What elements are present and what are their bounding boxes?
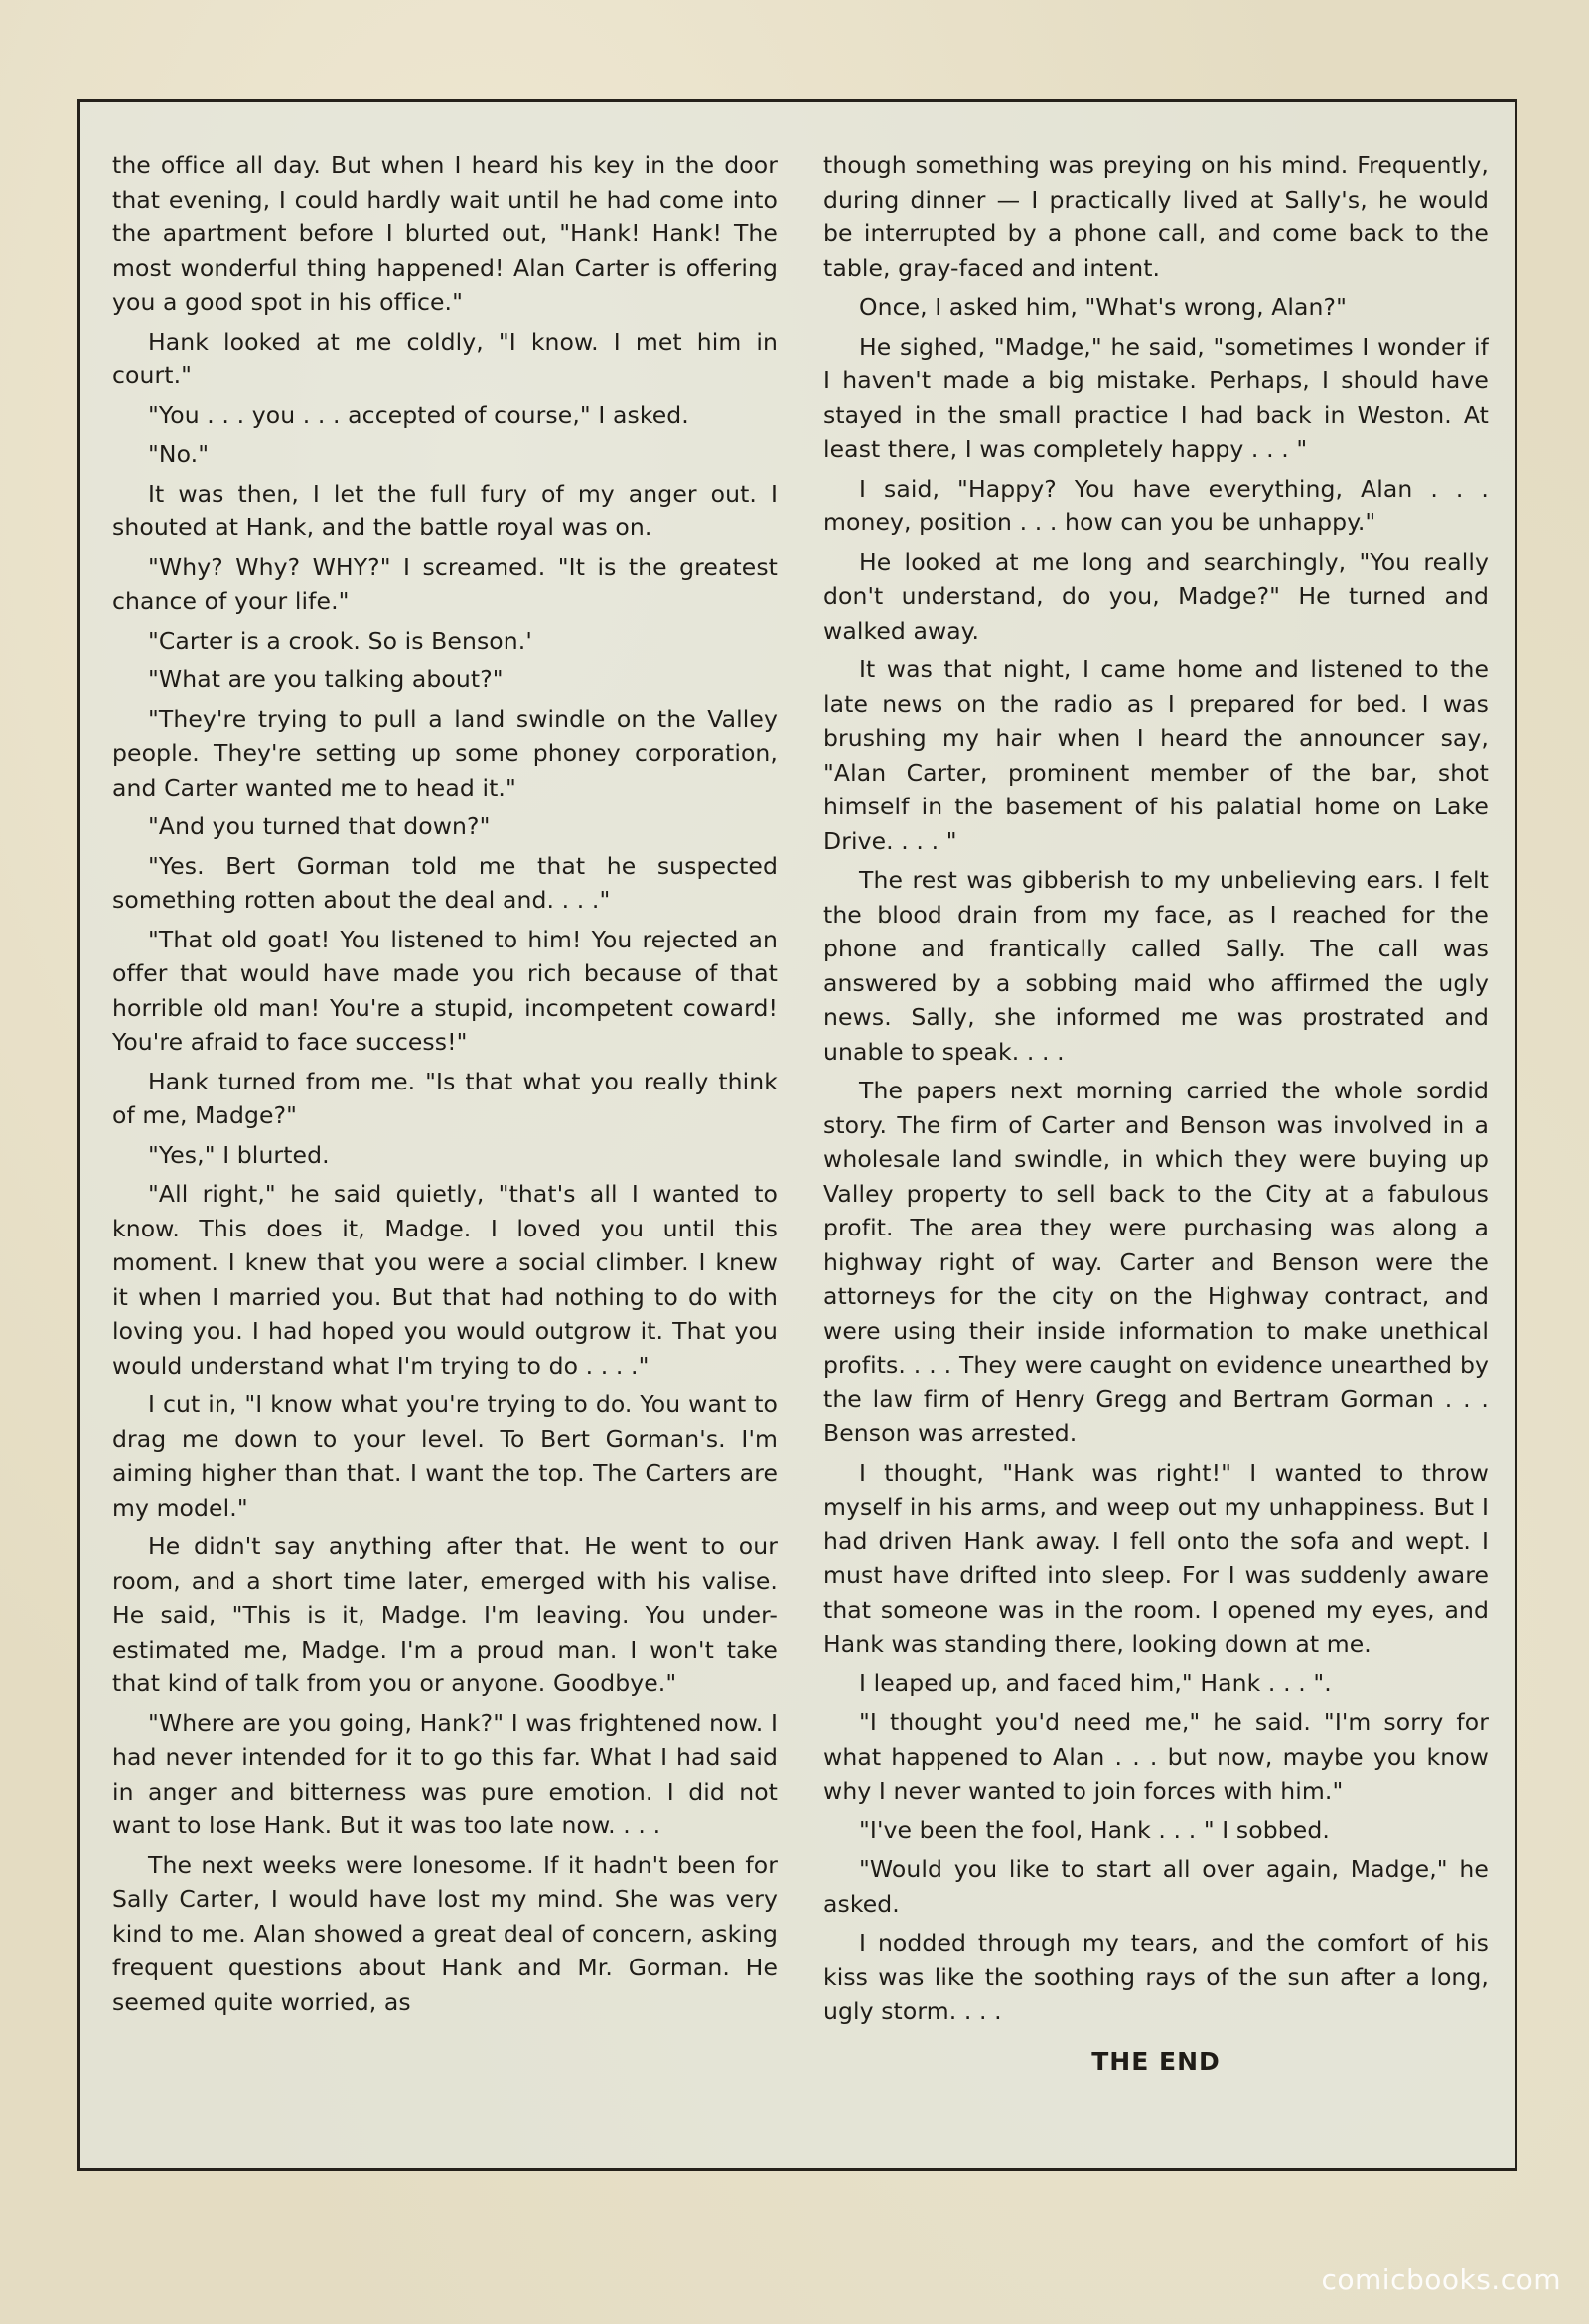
paragraph: "I've been the fool, Hank . . . " I sobbed. — [859, 1816, 1330, 1844]
paragraph: The rest was gibberish to my unbelieving ears. I felt the blood drain from my face, as I reached for the phone and frantically called Sally. The call was answered by a sobbing maid who affirmed the ugly news. Sally, she informed me was prostrated and unable to speak. . . . — [823, 866, 1489, 1066]
paragraph: "They're trying to pull a land swindle on the Valley people. They're setting up some phoney corporation, and Carter wanted me to head it." — [112, 704, 778, 801]
the-end-label: THE END — [1091, 2046, 1221, 2076]
paragraph: "Why? Why? WHY?" I screamed. "It is the greatest chance of your life." — [112, 552, 778, 615]
right-column — [823, 148, 1489, 2144]
paragraph: "Yes. Bert Gorman told me that he suspected something rotten about the deal and. . . ." — [112, 851, 778, 914]
paragraph: the office all day. But when I heard his key in the door that evening, I could hardly wait until he had come into the apartment before I blurted out, "Hank! Hank! The most wonderful thing happened! Alan Carter is offering you a good spot in his office." — [112, 151, 778, 316]
story-frame — [77, 99, 1517, 2171]
paragraph: He sighed, "Madge," he said, "sometimes I wonder if I haven't made a big mistake. Perhaps, I should have stayed in the small practice I had back in Weston. At least there, I was completely happy . . . " — [823, 332, 1489, 463]
paragraph: "Carter is a crook. So is Benson.' — [148, 626, 532, 654]
paragraph: Hank looked at me coldly, "I know. I met him in court." — [112, 327, 778, 389]
paragraph: I thought, "Hank was right!" I wanted to throw myself in his arms, and weep out my unhappiness. But I had driven Hank away. I fell onto the sofa and wept. I must have drifted into sleep. For I was suddenly aware that someone was in the room. I opened my eyes, and Hank was standing there, looking down at me. — [823, 1458, 1489, 1658]
text-columns — [112, 148, 1489, 2144]
paragraph: "What are you talking about?" — [148, 665, 504, 693]
paragraph: "Where are you going, Hank?" I was frightened now. I had never intended for it to go this far. What I had said in anger and bitterness was pure emotion. I did not want to lose Hank. But it was too late now. . . . — [112, 1708, 778, 1839]
paragraph: I leaped up, and faced him," Hank . . . ". — [859, 1669, 1332, 1697]
paragraph: It was then, I let the full fury of my anger out. I shouted at Hank, and the battle royal was on. — [112, 479, 778, 541]
paragraph: "No." — [148, 440, 210, 468]
paragraph: "Yes," I blurted. — [148, 1140, 330, 1169]
left-column — [112, 148, 778, 2144]
paragraph: "And you turned that down?" — [148, 812, 491, 840]
paragraph: though something was preying on his mind. Frequently, during dinner — I practically lived at Sally's, he would be interrupted by a phone call, and come back to the table, gray-faced and intent. — [823, 151, 1489, 282]
paragraph: The papers next morning carried the whole sordid story. The firm of Carter and Benson was involved in a wholesale land swindle, in which they were buying up Valley property to sell back to the City at a fabulous profit. The area they were purchasing was along a highway right of way. Carter and Benson were the attorneys for the city on the Highway contract, and were using their inside information to make unethical profits. . . . They were caught on evidence unearthed by the law firm of Henry Gregg and Bertram Gorman . . . Benson was arrested. — [823, 1077, 1489, 1447]
paragraph: Once, I asked him, "What's wrong, Alan?" — [859, 293, 1348, 321]
paragraph: It was that night, I came home and listened to the late news on the radio as I prepared for bed. I was brushing my hair when I heard the announcer say, "Alan Carter, prominent member of the bar, shot himself in the basement of his palatial home on Lake Drive. . . . " — [823, 655, 1489, 855]
paragraph: I nodded through my tears, and the comfort of his kiss was like the soothing rays of the sun after a long, ugly storm. . . . — [823, 1929, 1489, 2025]
paragraph: I said, "Happy? You have everything, Alan . . . money, position . . . how can you be unhappy." — [823, 474, 1489, 536]
paragraph: "That old goat! You listened to him! You rejected an offer that would have made you rich because of that horrible old man! You're a stupid, incompetent coward! You're afraid to face success!" — [112, 925, 778, 1056]
paragraph: He didn't say anything after that. He went to our room, and a short time later, emerged with his valise. He said, "This is it, Madge. I'm leaving. You under-estimated me, Madge. I'm a proud man. I won't take that kind of talk from you or anyone. Goodbye." — [112, 1532, 778, 1697]
paragraph: "Would you like to start all over again, Madge," he asked. — [823, 1855, 1489, 1918]
paragraph: "I thought you'd need me," he said. "I'm sorry for what happened to Alan . . . but now, maybe you know why I never wanted to join forces with him." — [823, 1708, 1489, 1805]
paragraph: "All right," he said quietly, "that's all I wanted to know. This does it, Madge. I loved you until this moment. I knew that you were a social climber. I knew it when I married you. But that had nothing to do with loving you. I had hoped you would outgrow it. That you would understand what I'm trying to do . . . ." — [112, 1180, 778, 1380]
paragraph: "You . . . you . . . accepted of course," I asked. — [148, 400, 689, 429]
paragraph: Hank turned from me. "Is that what you really think of me, Madge?" — [112, 1067, 778, 1129]
paragraph: The next weeks were lonesome. If it hadn't been for Sally Carter, I would have lost my mind. She was very kind to me. Alan showed a great deal of concern, asking frequent questions about Hank and Mr. Gorman. He seemed quite worried, as — [112, 1850, 778, 2016]
site-watermark: comicbooks.com — [1321, 2263, 1561, 2296]
paragraph: I cut in, "I know what you're trying to do. You want to drag me down to your level. To Bert Gorman's. I'm aiming higher than that. I want the top. The Carters are my model." — [112, 1390, 778, 1522]
paragraph: He looked at me long and searchingly, "You really don't understand, do you, Madge?" He turned and walked away. — [823, 547, 1489, 645]
